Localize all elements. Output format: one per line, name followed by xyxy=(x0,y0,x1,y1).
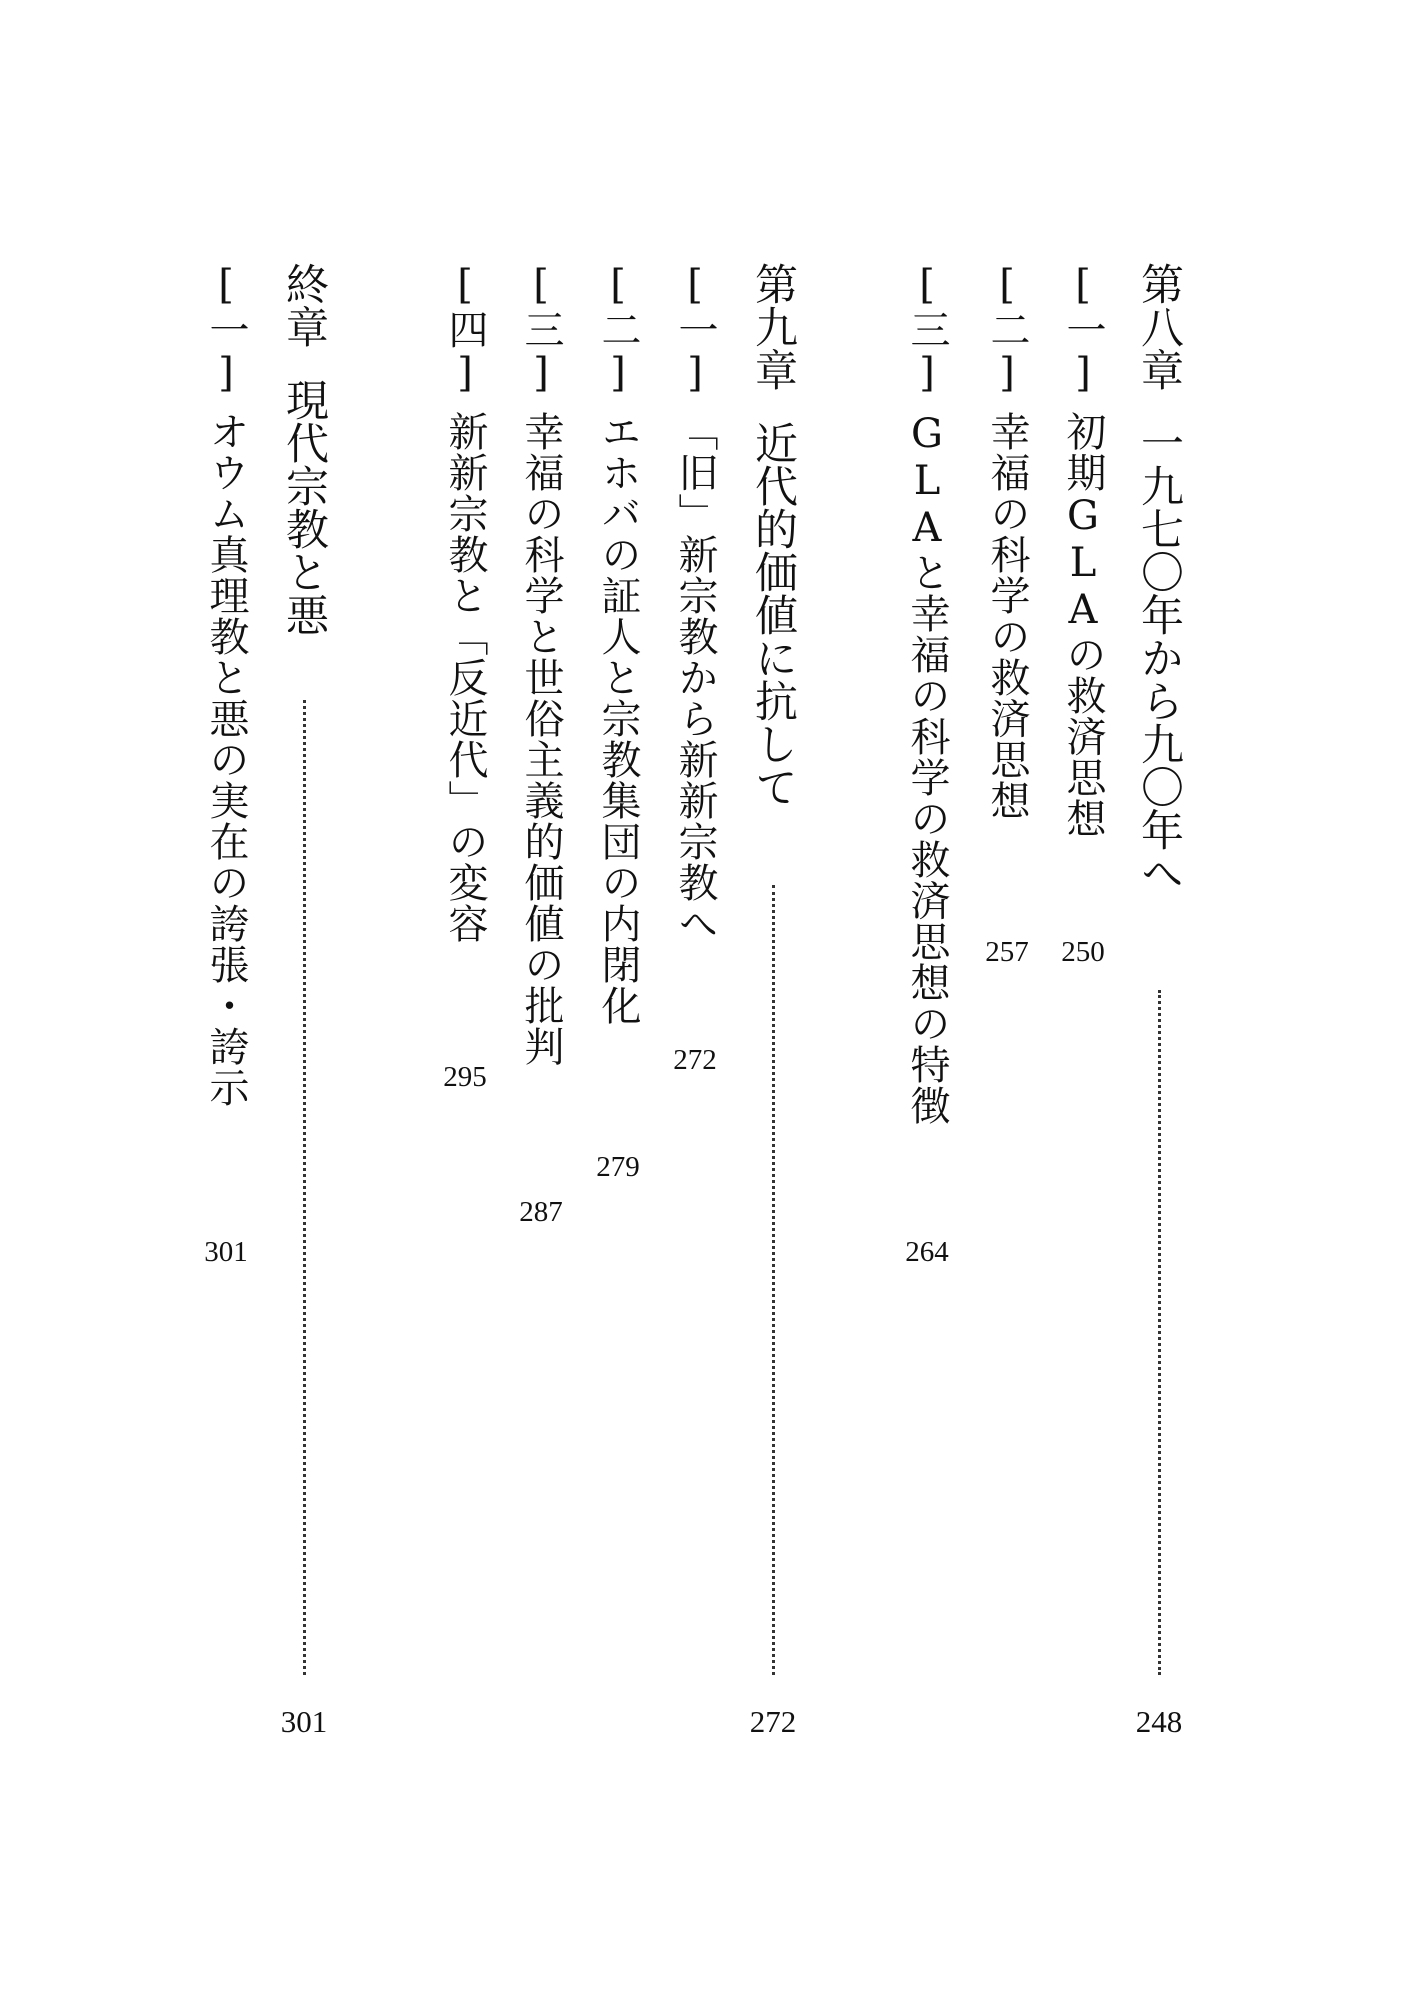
chapter-8-section-1[interactable] xyxy=(1055,262,1111,839)
section-final-1-page-number: 301 xyxy=(204,1236,248,1268)
chapter-9-section-1[interactable] xyxy=(667,262,723,944)
chapter-8-page-number: 248 xyxy=(1135,1704,1183,1739)
section-9-2-title: エホバの証人と宗教集団の内閉化 xyxy=(595,411,641,1026)
chapter-9-title: 近代的価値に抗して xyxy=(748,421,798,808)
section-9-3-title: 幸福の科学と世俗主義的価値の批判 xyxy=(518,411,564,1067)
final-chapter-title: 現代宗教と悪 xyxy=(279,378,329,636)
section-8-1-label: [一] xyxy=(1060,262,1106,397)
chapter-9-page-number: 272 xyxy=(749,1704,797,1739)
chapter-8-heading[interactable] xyxy=(1131,262,1187,894)
section-9-3-page-number: 287 xyxy=(519,1196,563,1228)
chapter-8-leader-dots xyxy=(1158,990,1161,1675)
section-8-2-title: 幸福の科学の救済思想 xyxy=(984,411,1030,821)
section-8-3-title: GLAと幸福の科学の救済思想の特徴 xyxy=(904,411,950,1126)
section-8-1-title: 初期GLAの救済思想 xyxy=(1060,411,1106,839)
chapter-8-title: 一九七〇年から九〇年へ xyxy=(1134,421,1184,894)
section-9-2-label: [二] xyxy=(595,262,641,397)
chapter-9-section-4[interactable] xyxy=(437,262,493,944)
chapter-8-section-2[interactable] xyxy=(979,262,1035,821)
section-final-1-title: オウム真理教と悪の実在の誇張・誇示 xyxy=(203,411,249,1108)
section-9-4-title: 新新宗教と「反近代」の変容 xyxy=(442,411,488,944)
chapter-8-label: 第八章 xyxy=(1134,262,1184,391)
section-9-2-page-number: 279 xyxy=(596,1151,640,1183)
section-8-1-page-number: 250 xyxy=(1061,936,1105,968)
section-9-1-label: [一] xyxy=(672,262,718,397)
section-8-2-label: [二] xyxy=(984,262,1030,397)
section-9-4-label: [四] xyxy=(442,262,488,397)
section-8-3-label: [三] xyxy=(904,262,950,397)
final-chapter-section-1[interactable] xyxy=(198,262,254,1108)
final-chapter-label: 終章 xyxy=(279,262,329,348)
section-final-1-label: [一] xyxy=(203,262,249,397)
chapter-9-leader-dots xyxy=(772,885,775,1675)
section-9-1-title: 「旧」新宗教から新新宗教へ xyxy=(672,411,718,944)
section-9-3-label: [三] xyxy=(518,262,564,397)
final-chapter-heading[interactable] xyxy=(276,262,332,636)
final-chapter-page-number: 301 xyxy=(280,1704,328,1739)
chapter-9-section-2[interactable] xyxy=(590,262,646,1026)
chapter-8-section-3[interactable] xyxy=(899,262,955,1126)
section-9-1-page-number: 272 xyxy=(673,1044,717,1076)
section-8-2-page-number: 257 xyxy=(985,936,1029,968)
chapter-9-section-3[interactable] xyxy=(513,262,569,1067)
section-9-4-page-number: 295 xyxy=(443,1061,487,1093)
chapter-9-heading[interactable] xyxy=(745,262,801,808)
final-chapter-leader-dots xyxy=(303,700,306,1675)
section-8-3-page-number: 264 xyxy=(905,1236,949,1268)
chapter-9-label: 第九章 xyxy=(748,262,798,391)
